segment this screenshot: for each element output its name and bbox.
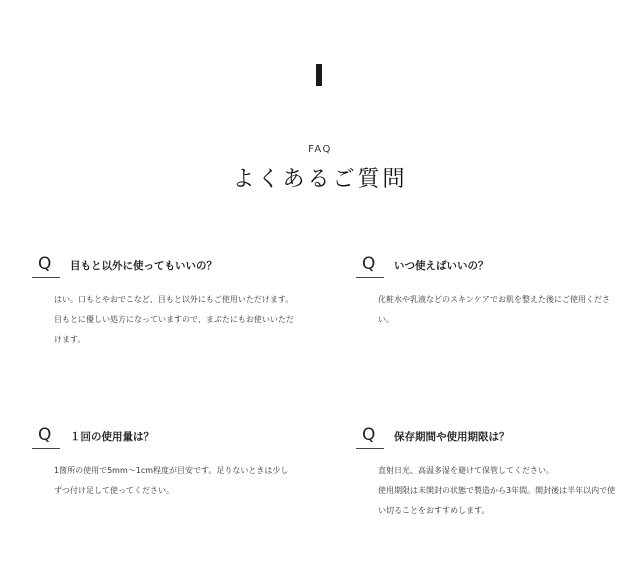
faq-question: 目もと以外に使ってもいいの？ [70,260,217,272]
faq-question-row [32,425,292,451]
faq-answer [54,290,294,350]
faq-answer-paragraph: 1箇所の使用で5mm〜1cm程度が目安です。足りないときは少しずつ付け足して使ってください。 [54,466,289,495]
faq-item [32,425,292,501]
question-mark-icon: Q [356,254,384,278]
faq-label: FAQ [308,144,332,155]
page-title: よくあるご質問 [232,167,408,192]
question-mark-icon: Q [356,425,384,449]
question-mark-icon: Q [32,425,60,449]
faq-item [32,254,292,350]
faq-question-row [356,425,616,451]
faq-question-row [356,254,616,280]
top-divider-bar [316,64,322,86]
faq-answer [378,290,618,330]
faq-question-row [32,254,292,280]
faq-answer-paragraph: 直射日光、高温多湿を避けて保管してください。 [378,466,554,475]
question-mark-icon: Q [32,254,60,278]
faq-question: １回の使用量は？ [70,431,154,443]
faq-answer-paragraph: 化粧水や乳液などのスキンケアでお肌を整えた後にご使用ください。 [378,295,610,324]
faq-answer [378,461,618,521]
faq-question: 保存期間や使用期限は？ [394,431,510,443]
faq-answer-paragraph: はい。口もとやおでこなど、目もと以外にもご使用いただけます。目もとに優しい処方になっていますので、まぶたにもお使いいただけます。 [54,295,294,344]
faq-answer-paragraph: 使用期限は未開封の状態で製造から3年間。開封後は半年以内で使い切ることをおすすめします。 [378,486,616,515]
faq-question: いつ使えばいいの？ [394,260,489,272]
faq-item [356,425,616,521]
faq-answer [54,461,294,501]
faq-item [356,254,616,330]
